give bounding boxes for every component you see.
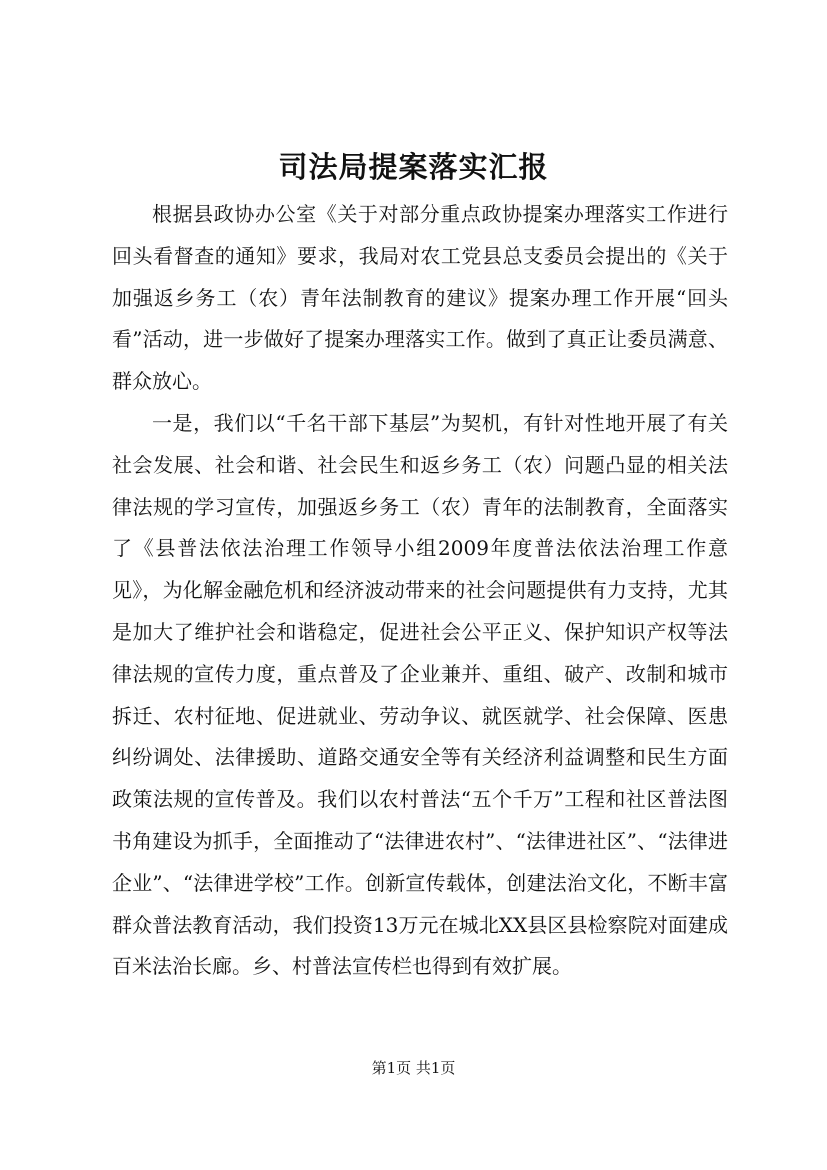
document-body [112,194,728,988]
paragraph-1: 根据县政协办公室《关于对部分重点政协提案办理落实工作进行回头看督查的通知》要求，我局对农工党县总支委员会提出的《关于加强返乡务工（农）青年法制教育的建议》提案办理工作开展“回头看”活动，进一步做好了提案办理落实工作。做到了真正让委员满意、群众放心。 [112,202,728,394]
page-footer: 第1页 共1页 [371,1059,456,1077]
document-title: 司法局提案落实汇报 [278,150,549,184]
paragraph-2: 一是，我们以“千名干部下基层”为契机，有针对性地开展了有关社会发展、社会和谐、社会民生和返乡务工（农）问题凸显的相关法律法规的学习宣传，加强返乡务工（农）青年的法制教育，全面落实了《县普法依法治理工作领导小组2009年度普法依法治理工作意见》，为化解金融危机和经济波动带来的社会问题提供有力支持，尤其是加大了维护社会和谐稳定，促进社会公平正义、保护知识产权等法律法规的宣传力度，重点普及了企业兼并、重组、破产、改制和城市拆迁、农村征地、促进就业、劳动争议、就医就学、社会保障、医患纠纷调处、法律援助、道路交通安全等有关经济利益调整和民生方面政策法规的宣传普及。我们以农村普法“五个千万”工程和社区普法图书角建设为抓手，全面推动了“法律进农村”、“法律进社区”、“法律进企业”、“法律进学校”工作。创新宣传载体，创建法治文化，不断丰富群众普法教育活动，我们投资13万元在城北XX县区县检察院对面建成百米法治长廊。乡、村普法宣传栏也得到有效扩展。 [112,410,728,979]
